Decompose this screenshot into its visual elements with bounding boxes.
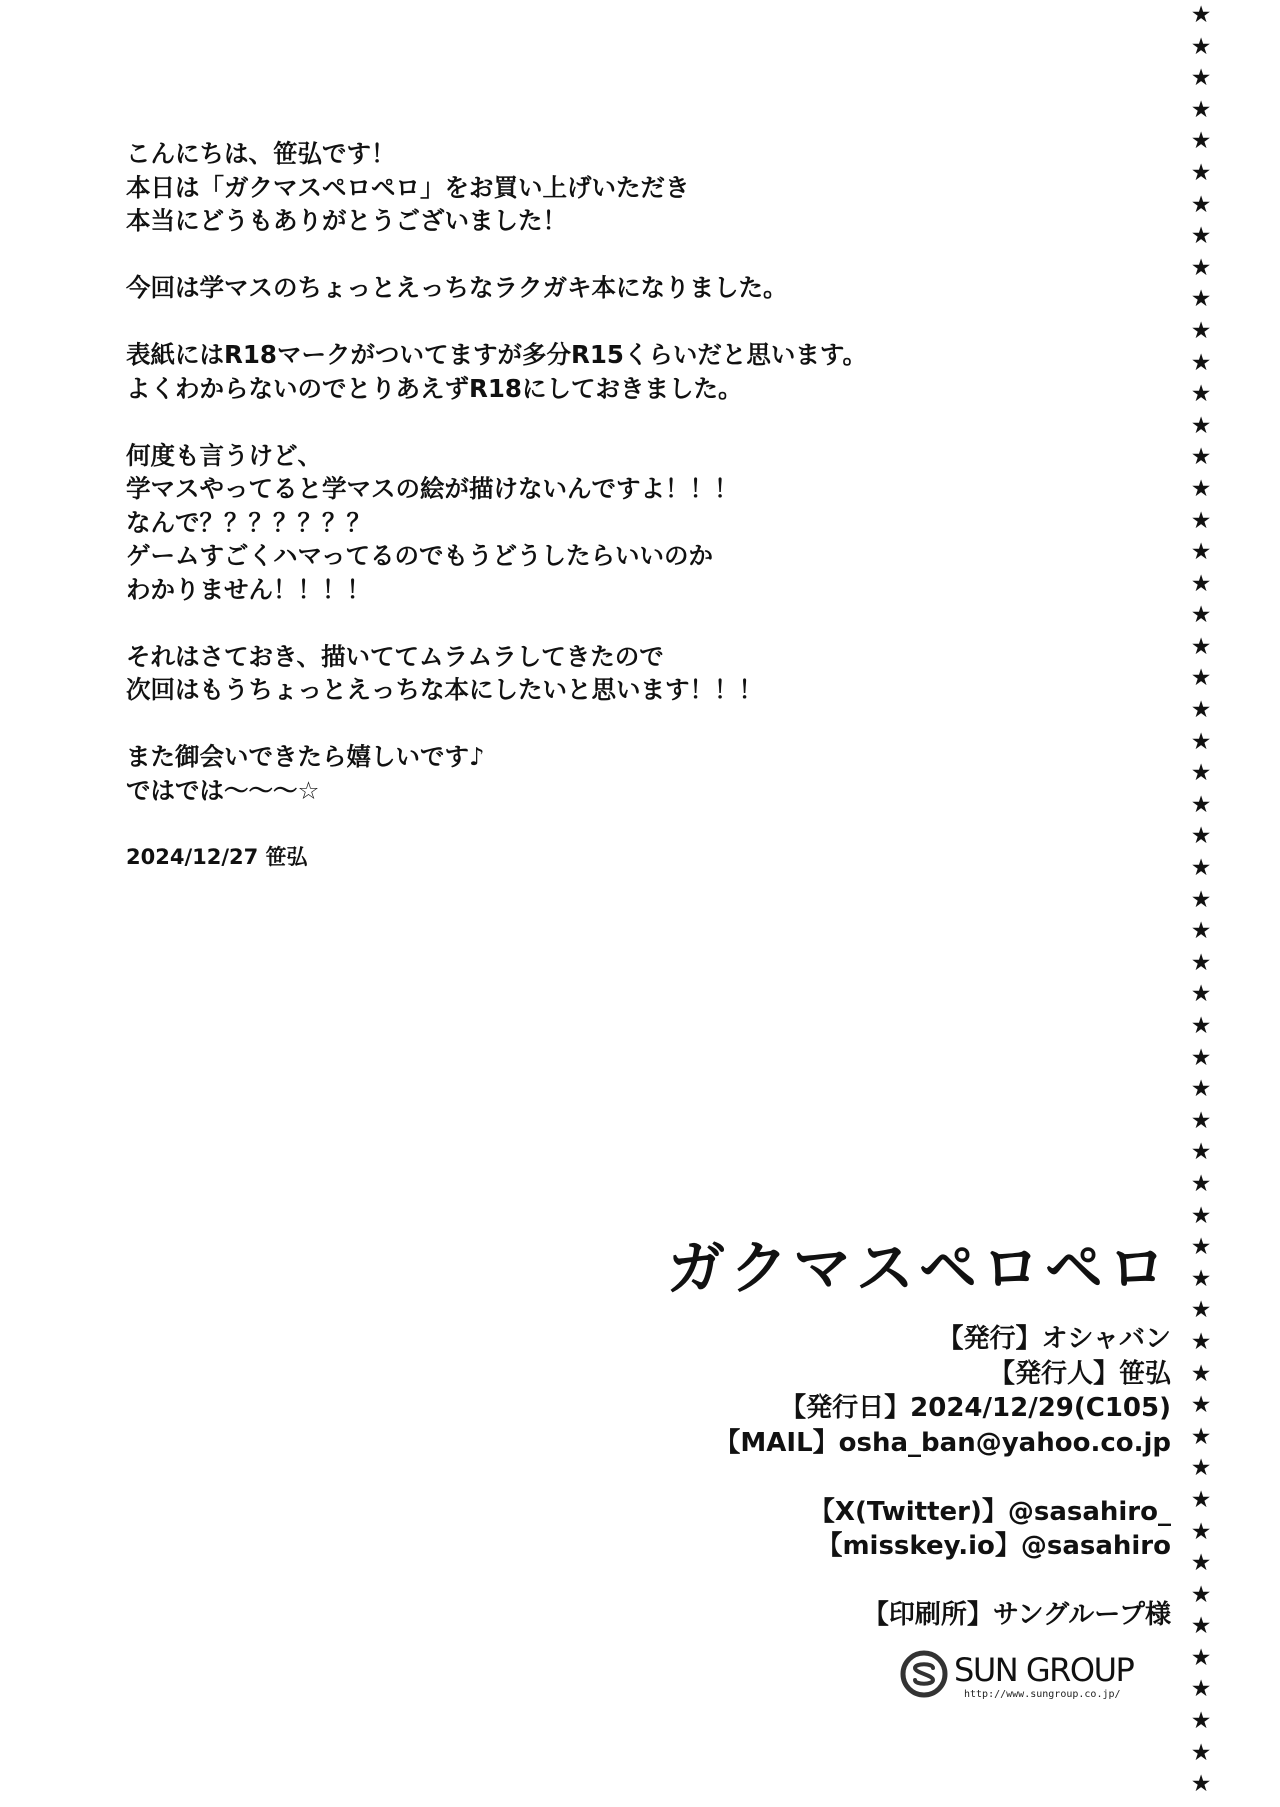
printer-logo xyxy=(900,1646,1170,1708)
star-icon: ★ xyxy=(1190,159,1212,186)
star-icon: ★ xyxy=(1190,1297,1212,1324)
star-icon: ★ xyxy=(1190,1644,1212,1671)
star-icon: ★ xyxy=(1190,1234,1212,1261)
star-icon: ★ xyxy=(1190,918,1212,945)
afterword-line: それはさておき、描いててムラムラしてきたので xyxy=(126,641,664,671)
sun-group-logo-icon xyxy=(900,1650,948,1698)
afterword-line: 次回はもうちょっとえっちな本にしたいと思います！！！ xyxy=(126,675,763,704)
afterword-signature: 2024/12/27 笹弘 xyxy=(126,844,308,869)
printer: 【印刷所】サングループ様 xyxy=(862,1600,1171,1630)
star-icon: ★ xyxy=(1190,1550,1212,1577)
afterword-line: 今回は学マスのちょっとえっちなラクガキ本になりました。 xyxy=(126,273,788,302)
star-icon: ★ xyxy=(1190,317,1212,344)
printer-logo-name: SUN GROUP xyxy=(954,1651,1134,1689)
afterword-paragraph-farewell xyxy=(126,740,1126,807)
star-border xyxy=(1186,0,1216,1807)
star-icon: ★ xyxy=(1190,65,1212,92)
colophon xyxy=(531,1228,1171,1633)
star-icon: ★ xyxy=(1190,1170,1212,1197)
star-icon: ★ xyxy=(1190,1360,1212,1387)
star-icon: ★ xyxy=(1190,507,1212,534)
afterword-line: なんで？？？？？？？ xyxy=(126,507,371,537)
issuer: 【発行人】笹弘 xyxy=(988,1358,1171,1389)
afterword-line: よくわからないのでとりあえずR18にしておきました。 xyxy=(126,373,743,403)
star-icon: ★ xyxy=(1190,1739,1212,1766)
star-icon: ★ xyxy=(1190,381,1212,408)
star-icon: ★ xyxy=(1190,1676,1212,1703)
star-icon: ★ xyxy=(1190,191,1212,218)
misskey-handle: 【misskey.io】@sasahiro xyxy=(816,1531,1171,1561)
contact-mail: 【MAIL】osha_ban@yahoo.co.jp xyxy=(714,1427,1171,1458)
star-icon: ★ xyxy=(1190,1139,1212,1166)
star-icon: ★ xyxy=(1190,760,1212,787)
star-icon: ★ xyxy=(1190,886,1212,913)
star-icon: ★ xyxy=(1190,1708,1212,1735)
star-icon: ★ xyxy=(1190,981,1212,1008)
afterword-line: 本日は「ガクマスペロペロ」をお買い上げいただき xyxy=(126,172,690,202)
star-icon: ★ xyxy=(1190,1202,1212,1229)
star-icon: ★ xyxy=(1190,602,1212,629)
star-icon: ★ xyxy=(1190,223,1212,250)
star-icon: ★ xyxy=(1190,444,1212,471)
star-icon: ★ xyxy=(1190,1518,1212,1545)
afterword-paragraph-rating xyxy=(126,338,1126,405)
star-icon: ★ xyxy=(1190,1265,1212,1292)
afterword-line: また御会いできたら嬉しいです♪ xyxy=(126,742,485,771)
star-icon: ★ xyxy=(1190,1328,1212,1355)
afterword-paragraph-game xyxy=(126,439,1126,607)
afterword-line: ゲームすごくハマってるのでもうどうしたらいいのか xyxy=(126,541,714,570)
star-icon: ★ xyxy=(1190,855,1212,882)
spacer xyxy=(531,1564,1171,1599)
star-icon: ★ xyxy=(1190,1486,1212,1513)
afterword-paragraph-content xyxy=(126,271,1126,305)
spacer xyxy=(531,1460,1171,1495)
star-icon: ★ xyxy=(1190,1044,1212,1071)
afterword-line: ではでは〜〜〜☆ xyxy=(126,775,320,805)
star-icon: ★ xyxy=(1190,1771,1212,1798)
star-icon: ★ xyxy=(1190,791,1212,818)
book-title: ガクマスペロペロ xyxy=(666,1234,1171,1302)
afterword-line: 学マスやってると学マスの絵が描けないんですよ！！！ xyxy=(126,474,739,503)
star-icon: ★ xyxy=(1190,823,1212,850)
star-icon: ★ xyxy=(1190,728,1212,755)
afterword-line: こんにちは、笹弘です！ xyxy=(126,139,396,168)
afterword-paragraph-greeting xyxy=(126,137,1126,238)
afterword-line: 本当にどうもありがとうございました！ xyxy=(126,206,567,235)
star-icon: ★ xyxy=(1190,128,1212,155)
printer-logo-url: http://www.sungroup.co.jp/ xyxy=(964,1689,1121,1700)
star-icon: ★ xyxy=(1190,1392,1212,1419)
star-icon: ★ xyxy=(1190,665,1212,692)
star-icon: ★ xyxy=(1190,1107,1212,1134)
star-icon: ★ xyxy=(1190,1455,1212,1482)
afterword-line: 表紙にはR18マークがついてますが多分R15くらいだと思います。 xyxy=(126,340,867,369)
star-icon: ★ xyxy=(1190,96,1212,123)
star-icon: ★ xyxy=(1190,412,1212,439)
star-icon: ★ xyxy=(1190,1581,1212,1608)
star-icon: ★ xyxy=(1190,254,1212,281)
twitter-handle: 【X(Twitter)】@sasahiro_ xyxy=(808,1496,1171,1527)
star-icon: ★ xyxy=(1190,697,1212,724)
issue-date: 【発行日】2024/12/29(C105) xyxy=(780,1393,1171,1423)
star-icon: ★ xyxy=(1190,1013,1212,1039)
star-icon: ★ xyxy=(1190,2,1212,28)
star-icon: ★ xyxy=(1190,1613,1212,1640)
star-icon: ★ xyxy=(1190,475,1212,502)
star-icon: ★ xyxy=(1190,1423,1212,1450)
afterword xyxy=(126,137,1126,908)
star-icon: ★ xyxy=(1190,33,1212,60)
afterword-paragraph-next xyxy=(126,640,1126,707)
star-icon: ★ xyxy=(1190,286,1212,313)
star-icon: ★ xyxy=(1190,349,1212,376)
afterword-line: わかりません！！！！ xyxy=(126,574,371,604)
star-icon: ★ xyxy=(1190,570,1212,597)
star-icon: ★ xyxy=(1190,1076,1212,1103)
publisher: 【発行】オシャバン xyxy=(937,1324,1171,1354)
star-icon: ★ xyxy=(1190,633,1212,660)
star-icon: ★ xyxy=(1190,949,1212,976)
colophon-info xyxy=(531,1322,1171,1633)
afterword-line: 何度も言うけど、 xyxy=(126,440,322,470)
star-icon: ★ xyxy=(1190,539,1212,566)
